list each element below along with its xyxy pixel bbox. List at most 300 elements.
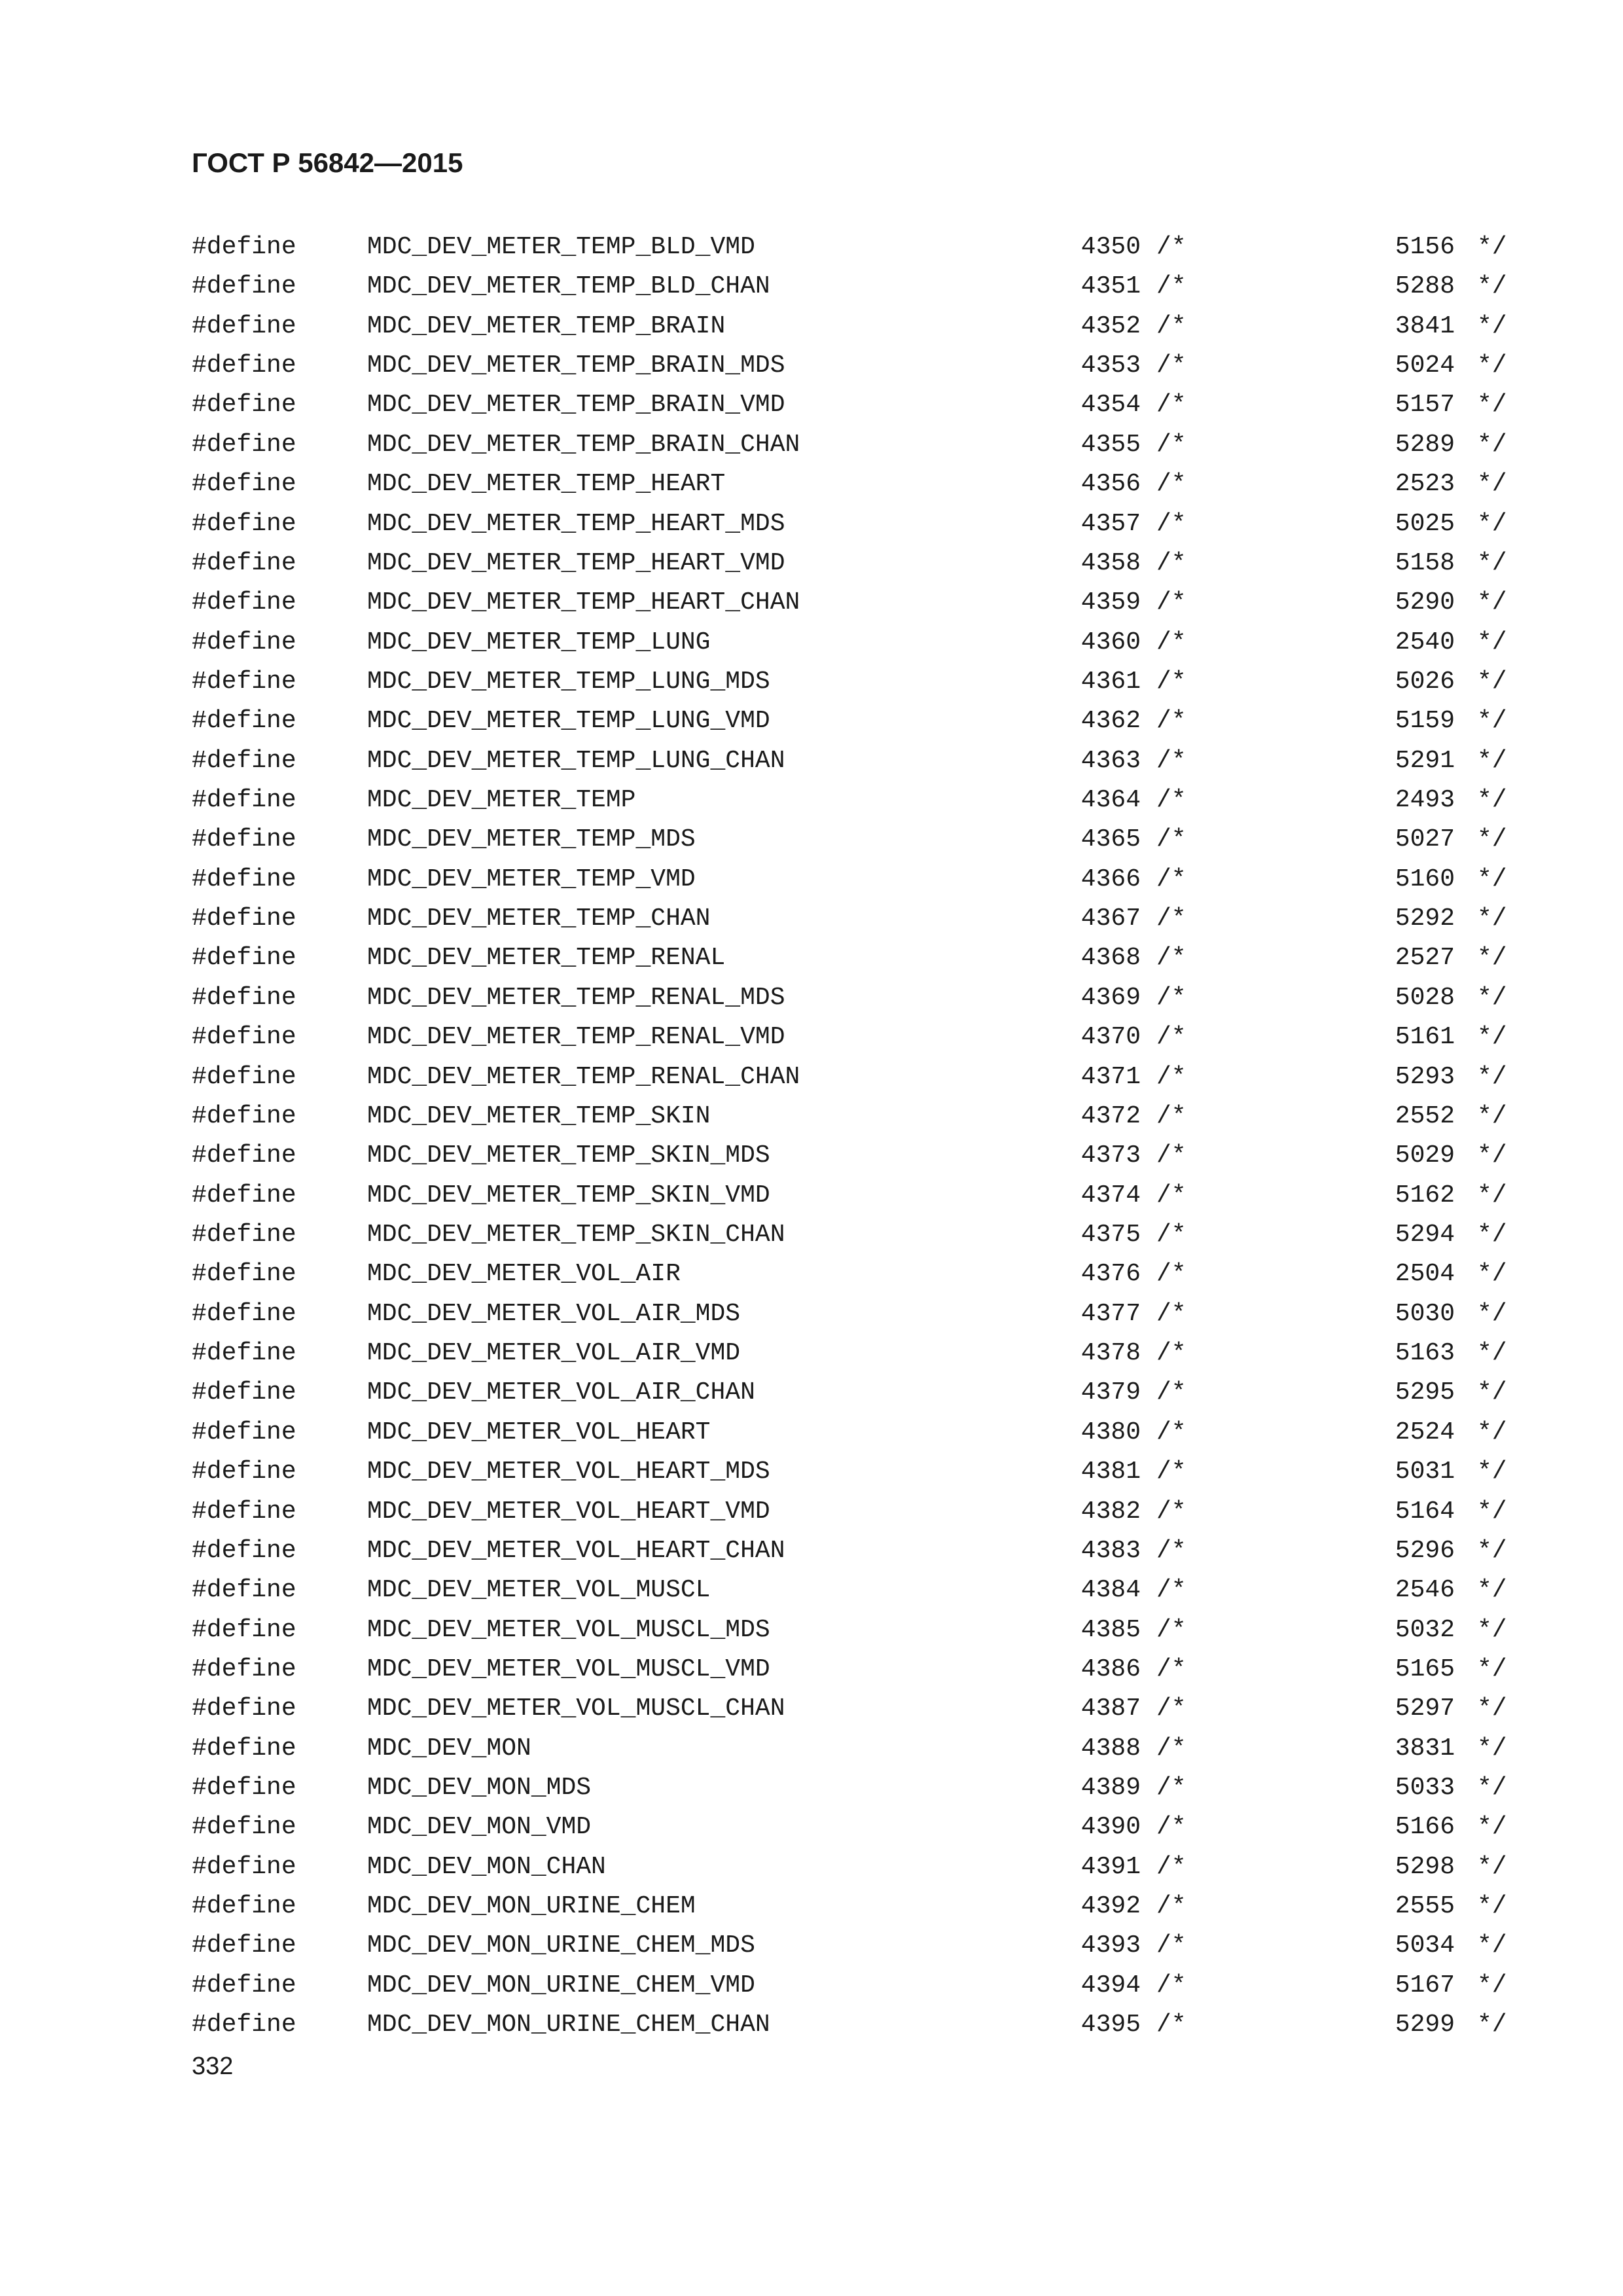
define-row	[192, 1413, 1514, 1452]
comment-close: */	[1477, 470, 1507, 499]
comment-open: /*	[1156, 1141, 1186, 1170]
define-row	[192, 1689, 1514, 1729]
constant-code: 4354	[1080, 391, 1141, 420]
constant-name: MDC_DEV_METER_TEMP_LUNG_MDS	[367, 667, 770, 696]
comment-close: */	[1477, 1852, 1507, 1881]
comment-close: */	[1477, 1497, 1507, 1526]
comment-open: /*	[1156, 1931, 1186, 1960]
comment-close: */	[1477, 1260, 1507, 1289]
comment-close: */	[1477, 1892, 1507, 1921]
comment-open: /*	[1156, 1378, 1186, 1407]
comment-reference: 2527	[1395, 944, 1455, 973]
define-keyword: #define	[192, 1734, 296, 1763]
comment-open: /*	[1156, 786, 1186, 815]
constant-name: MDC_DEV_METER_VOL_HEART	[367, 1418, 711, 1446]
constant-name: MDC_DEV_METER_VOL_HEART_VMD	[367, 1497, 770, 1526]
define-row	[192, 1768, 1514, 1808]
comment-open: /*	[1156, 825, 1186, 854]
define-keyword: #define	[192, 786, 296, 815]
define-keyword: #define	[192, 351, 296, 380]
comment-reference: 5294	[1395, 1220, 1455, 1249]
comment-open: /*	[1156, 1023, 1186, 1052]
comment-open: /*	[1156, 944, 1186, 973]
define-row	[192, 1492, 1514, 1532]
define-keyword: #define	[192, 1220, 296, 1249]
comment-reference: 5295	[1395, 1378, 1455, 1407]
define-keyword: #define	[192, 272, 296, 301]
define-keyword: #define	[192, 1892, 296, 1921]
comment-reference: 5297	[1395, 1695, 1455, 1723]
constant-code: 4365	[1080, 825, 1141, 854]
define-row	[192, 1058, 1514, 1097]
constant-code: 4373	[1080, 1141, 1141, 1170]
comment-open: /*	[1156, 1615, 1186, 1644]
comment-reference: 5158	[1395, 548, 1455, 577]
comment-open: /*	[1156, 1497, 1186, 1526]
constant-name: MDC_DEV_METER_VOL_AIR	[367, 1260, 681, 1289]
define-keyword: #define	[192, 233, 296, 261]
define-row	[192, 386, 1514, 425]
define-row	[192, 939, 1514, 978]
define-row	[192, 544, 1514, 583]
comment-reference: 5292	[1395, 905, 1455, 933]
define-keyword: #define	[192, 865, 296, 893]
constant-code: 4372	[1080, 1102, 1141, 1130]
define-row	[192, 1136, 1514, 1175]
comment-open: /*	[1156, 430, 1186, 459]
define-row	[192, 1887, 1514, 1926]
comment-reference: 5159	[1395, 707, 1455, 736]
constant-name: MDC_DEV_METER_TEMP_RENAL_CHAN	[367, 1062, 800, 1091]
constant-name: MDC_DEV_METER_TEMP_BRAIN_MDS	[367, 351, 785, 380]
define-row	[192, 267, 1514, 306]
define-keyword: #define	[192, 588, 296, 617]
define-row	[192, 1373, 1514, 1412]
page-number: 332	[192, 2053, 234, 2080]
constant-name: MDC_DEV_METER_VOL_AIR_MDS	[367, 1299, 741, 1328]
define-keyword: #define	[192, 1062, 296, 1091]
comment-open: /*	[1156, 1458, 1186, 1486]
comment-reference: 5293	[1395, 1062, 1455, 1091]
define-keyword: #define	[192, 2011, 296, 2039]
constant-name: MDC_DEV_METER_TEMP_BLD_VMD	[367, 233, 755, 261]
comment-open: /*	[1156, 548, 1186, 577]
constant-name: MDC_DEV_METER_TEMP_HEART_MDS	[367, 509, 785, 538]
comment-open: /*	[1156, 272, 1186, 301]
define-row	[192, 1808, 1514, 1847]
constant-code: 4375	[1080, 1220, 1141, 1249]
comment-close: */	[1477, 746, 1507, 775]
comment-reference: 5288	[1395, 272, 1455, 301]
comment-open: /*	[1156, 2011, 1186, 2039]
comment-open: /*	[1156, 628, 1186, 656]
comment-reference: 5299	[1395, 2011, 1455, 2039]
comment-reference: 3831	[1395, 1734, 1455, 1763]
define-row	[192, 1729, 1514, 1768]
constant-code: 4359	[1080, 588, 1141, 617]
define-row	[192, 1848, 1514, 1887]
comment-close: */	[1477, 1141, 1507, 1170]
comment-open: /*	[1156, 707, 1186, 736]
constant-code: 4360	[1080, 628, 1141, 656]
define-row	[192, 1571, 1514, 1610]
comment-close: */	[1477, 312, 1507, 340]
constant-name: MDC_DEV_METER_TEMP_RENAL	[367, 944, 726, 973]
comment-close: */	[1477, 786, 1507, 815]
constant-code: 4385	[1080, 1615, 1141, 1644]
define-row	[192, 228, 1514, 267]
comment-reference: 5160	[1395, 865, 1455, 893]
constant-code: 4386	[1080, 1655, 1141, 1683]
constant-name: MDC_DEV_MON	[367, 1734, 531, 1763]
comment-open: /*	[1156, 470, 1186, 499]
comment-reference: 5034	[1395, 1931, 1455, 1960]
document-header: ГОСТ Р 56842—2015	[192, 147, 463, 178]
comment-reference: 5031	[1395, 1458, 1455, 1486]
define-row	[192, 307, 1514, 346]
constant-name: MDC_DEV_METER_TEMP_HEART	[367, 470, 726, 499]
constant-code: 4380	[1080, 1418, 1141, 1446]
constant-code: 4356	[1080, 470, 1141, 499]
define-keyword: #define	[192, 391, 296, 420]
comment-reference: 2546	[1395, 1576, 1455, 1605]
define-row	[192, 583, 1514, 622]
constant-name: MDC_DEV_METER_TEMP_BRAIN	[367, 312, 726, 340]
comment-reference: 5026	[1395, 667, 1455, 696]
constant-name: MDC_DEV_METER_TEMP_VMD	[367, 865, 696, 893]
define-row	[192, 978, 1514, 1018]
comment-close: */	[1477, 391, 1507, 420]
constant-name: MDC_DEV_METER_TEMP_CHAN	[367, 905, 711, 933]
comment-close: */	[1477, 1774, 1507, 1803]
constant-code: 4353	[1080, 351, 1141, 380]
comment-close: */	[1477, 272, 1507, 301]
define-row	[192, 1295, 1514, 1334]
comment-close: */	[1477, 548, 1507, 577]
comment-open: /*	[1156, 1260, 1186, 1289]
define-keyword: #define	[192, 1299, 296, 1328]
define-row	[192, 662, 1514, 702]
comment-close: */	[1477, 233, 1507, 261]
comment-reference: 5024	[1395, 351, 1455, 380]
comment-reference: 5029	[1395, 1141, 1455, 1170]
constant-name: MDC_DEV_METER_VOL_HEART_MDS	[367, 1458, 770, 1486]
constant-code: 4388	[1080, 1734, 1141, 1763]
define-keyword: #define	[192, 470, 296, 499]
comment-open: /*	[1156, 391, 1186, 420]
define-keyword: #define	[192, 509, 296, 538]
comment-reference: 5166	[1395, 1813, 1455, 1842]
define-keyword: #define	[192, 1655, 296, 1683]
constant-name: MDC_DEV_METER_TEMP_MDS	[367, 825, 696, 854]
define-row	[192, 1452, 1514, 1492]
comment-close: */	[1477, 983, 1507, 1012]
define-keyword: #define	[192, 1458, 296, 1486]
constant-name: MDC_DEV_MON_URINE_CHEM_MDS	[367, 1931, 755, 1960]
define-row	[192, 1334, 1514, 1373]
comment-reference: 2523	[1395, 470, 1455, 499]
constant-code: 4379	[1080, 1378, 1141, 1407]
constant-name: MDC_DEV_METER_VOL_HEART_CHAN	[367, 1536, 785, 1565]
define-row	[192, 465, 1514, 504]
define-keyword: #define	[192, 430, 296, 459]
comment-close: */	[1477, 1299, 1507, 1328]
constant-name: MDC_DEV_METER_TEMP_LUNG	[367, 628, 711, 656]
comment-close: */	[1477, 1181, 1507, 1210]
constant-code: 4358	[1080, 548, 1141, 577]
comment-close: */	[1477, 1536, 1507, 1565]
constant-name: MDC_DEV_METER_TEMP_SKIN_VMD	[367, 1181, 770, 1210]
constant-code: 4391	[1080, 1852, 1141, 1881]
define-row	[192, 1176, 1514, 1215]
comment-close: */	[1477, 1655, 1507, 1683]
define-row	[192, 1018, 1514, 1057]
comment-close: */	[1477, 1418, 1507, 1446]
constant-code: 4367	[1080, 905, 1141, 933]
comment-close: */	[1477, 1023, 1507, 1052]
comment-close: */	[1477, 1102, 1507, 1130]
define-keyword: #define	[192, 1181, 296, 1210]
constant-code: 4368	[1080, 944, 1141, 973]
constant-name: MDC_DEV_METER_TEMP_SKIN	[367, 1102, 711, 1130]
comment-open: /*	[1156, 983, 1186, 1012]
define-keyword: #define	[192, 983, 296, 1012]
constant-code: 4374	[1080, 1181, 1141, 1210]
comment-reference: 5161	[1395, 1023, 1455, 1052]
comment-open: /*	[1156, 509, 1186, 538]
comment-open: /*	[1156, 1971, 1186, 2000]
constant-name: MDC_DEV_MON_CHAN	[367, 1852, 606, 1881]
constant-code: 4384	[1080, 1576, 1141, 1605]
comment-reference: 5162	[1395, 1181, 1455, 1210]
constant-code: 4366	[1080, 865, 1141, 893]
comment-open: /*	[1156, 588, 1186, 617]
define-row	[192, 1097, 1514, 1136]
constant-name: MDC_DEV_METER_TEMP_RENAL_MDS	[367, 983, 785, 1012]
comment-reference: 2540	[1395, 628, 1455, 656]
constant-name: MDC_DEV_METER_TEMP_LUNG_VMD	[367, 707, 770, 736]
comment-close: */	[1477, 2011, 1507, 2039]
define-row	[192, 1611, 1514, 1650]
comment-open: /*	[1156, 1813, 1186, 1842]
define-keyword: #define	[192, 1931, 296, 1960]
define-keyword: #define	[192, 1774, 296, 1803]
define-keyword: #define	[192, 1418, 296, 1446]
define-row	[192, 1650, 1514, 1689]
comment-reference: 5165	[1395, 1655, 1455, 1683]
define-keyword: #define	[192, 1971, 296, 2000]
constant-code: 4371	[1080, 1062, 1141, 1091]
constant-code: 4383	[1080, 1536, 1141, 1565]
constant-name: MDC_DEV_METER_VOL_MUSCL_VMD	[367, 1655, 770, 1683]
constant-code: 4389	[1080, 1774, 1141, 1803]
comment-open: /*	[1156, 1181, 1186, 1210]
comment-reference: 2493	[1395, 786, 1455, 815]
constant-name: MDC_DEV_METER_VOL_MUSCL	[367, 1576, 711, 1605]
constant-name: MDC_DEV_METER_VOL_MUSCL_CHAN	[367, 1695, 785, 1723]
constant-code: 4392	[1080, 1892, 1141, 1921]
comment-open: /*	[1156, 865, 1186, 893]
constant-name: MDC_DEV_MON_MDS	[367, 1774, 592, 1803]
comment-close: */	[1477, 1695, 1507, 1723]
comment-close: */	[1477, 1576, 1507, 1605]
constant-code: 4390	[1080, 1813, 1141, 1842]
comment-close: */	[1477, 1220, 1507, 1249]
comment-reference: 5164	[1395, 1497, 1455, 1526]
constant-name: MDC_DEV_METER_TEMP_LUNG_CHAN	[367, 746, 785, 775]
comment-close: */	[1477, 1378, 1507, 1407]
comment-close: */	[1477, 588, 1507, 617]
define-keyword: #define	[192, 1378, 296, 1407]
constant-name: MDC_DEV_MON_URINE_CHEM_VMD	[367, 1971, 755, 2000]
comment-reference: 5156	[1395, 233, 1455, 261]
define-row	[192, 505, 1514, 544]
constant-name: MDC_DEV_METER_TEMP_HEART_CHAN	[367, 588, 800, 617]
constant-code: 4350	[1080, 233, 1141, 261]
comment-close: */	[1477, 1971, 1507, 2000]
define-row	[192, 1532, 1514, 1571]
comment-reference: 3841	[1395, 312, 1455, 340]
define-row	[192, 1255, 1514, 1294]
comment-open: /*	[1156, 1220, 1186, 1249]
comment-open: /*	[1156, 905, 1186, 933]
comment-open: /*	[1156, 1734, 1186, 1763]
comment-close: */	[1477, 1458, 1507, 1486]
constant-name: MDC_DEV_METER_TEMP_BLD_CHAN	[367, 272, 770, 301]
constant-code: 4395	[1080, 2011, 1141, 2039]
comment-open: /*	[1156, 1299, 1186, 1328]
define-row	[192, 623, 1514, 662]
comment-open: /*	[1156, 1062, 1186, 1091]
constant-code: 4364	[1080, 786, 1141, 815]
comment-close: */	[1477, 628, 1507, 656]
comment-open: /*	[1156, 1536, 1186, 1565]
constant-name: MDC_DEV_METER_TEMP	[367, 786, 636, 815]
define-keyword: #define	[192, 1339, 296, 1368]
constant-name: MDC_DEV_METER_TEMP_SKIN_MDS	[367, 1141, 770, 1170]
define-row	[192, 1215, 1514, 1255]
constant-name: MDC_DEV_METER_TEMP_RENAL_VMD	[367, 1023, 785, 1052]
define-keyword: #define	[192, 1023, 296, 1052]
comment-open: /*	[1156, 1418, 1186, 1446]
constant-code: 4351	[1080, 272, 1141, 301]
constant-code: 4362	[1080, 707, 1141, 736]
define-keyword: #define	[192, 548, 296, 577]
define-keyword: #define	[192, 746, 296, 775]
define-keyword: #define	[192, 1615, 296, 1644]
constant-code: 4394	[1080, 1971, 1141, 2000]
define-row	[192, 2005, 1514, 2045]
constant-name: MDC_DEV_MON_URINE_CHEM_CHAN	[367, 2011, 770, 2039]
constant-name: MDC_DEV_METER_TEMP_HEART_VMD	[367, 548, 785, 577]
comment-open: /*	[1156, 351, 1186, 380]
comment-reference: 5027	[1395, 825, 1455, 854]
define-list	[192, 228, 1514, 2045]
define-keyword: #define	[192, 1852, 296, 1881]
comment-reference: 2524	[1395, 1418, 1455, 1446]
comment-close: */	[1477, 865, 1507, 893]
define-keyword: #define	[192, 1141, 296, 1170]
constant-code: 4361	[1080, 667, 1141, 696]
comment-reference: 5163	[1395, 1339, 1455, 1368]
comment-open: /*	[1156, 1576, 1186, 1605]
comment-reference: 5028	[1395, 983, 1455, 1012]
define-keyword: #define	[192, 667, 296, 696]
comment-open: /*	[1156, 1655, 1186, 1683]
comment-close: */	[1477, 905, 1507, 933]
comment-close: */	[1477, 509, 1507, 538]
comment-reference: 2504	[1395, 1260, 1455, 1289]
define-row	[192, 346, 1514, 386]
constant-code: 4355	[1080, 430, 1141, 459]
define-keyword: #define	[192, 825, 296, 854]
define-keyword: #define	[192, 1576, 296, 1605]
constant-name: MDC_DEV_METER_VOL_AIR_VMD	[367, 1339, 741, 1368]
constant-name: MDC_DEV_MON_URINE_CHEM	[367, 1892, 696, 1921]
constant-code: 4381	[1080, 1458, 1141, 1486]
comment-reference: 5025	[1395, 509, 1455, 538]
constant-name: MDC_DEV_METER_VOL_AIR_CHAN	[367, 1378, 755, 1407]
constant-name: MDC_DEV_MON_VMD	[367, 1813, 592, 1842]
define-keyword: #define	[192, 312, 296, 340]
comment-open: /*	[1156, 312, 1186, 340]
comment-close: */	[1477, 944, 1507, 973]
define-keyword: #define	[192, 707, 296, 736]
constant-code: 4382	[1080, 1497, 1141, 1526]
comment-open: /*	[1156, 1102, 1186, 1130]
define-row	[192, 1926, 1514, 1965]
comment-open: /*	[1156, 746, 1186, 775]
define-keyword: #define	[192, 905, 296, 933]
constant-code: 4369	[1080, 983, 1141, 1012]
constant-name: MDC_DEV_METER_TEMP_BRAIN_VMD	[367, 391, 785, 420]
comment-open: /*	[1156, 1774, 1186, 1803]
comment-close: */	[1477, 430, 1507, 459]
constant-code: 4377	[1080, 1299, 1141, 1328]
comment-close: */	[1477, 351, 1507, 380]
comment-open: /*	[1156, 1852, 1186, 1881]
define-keyword: #define	[192, 1536, 296, 1565]
constant-code: 4378	[1080, 1339, 1141, 1368]
comment-reference: 5289	[1395, 430, 1455, 459]
comment-reference: 5291	[1395, 746, 1455, 775]
define-row	[192, 860, 1514, 899]
comment-close: */	[1477, 1931, 1507, 1960]
comment-reference: 5033	[1395, 1774, 1455, 1803]
define-keyword: #define	[192, 1102, 296, 1130]
define-keyword: #define	[192, 944, 296, 973]
comment-open: /*	[1156, 1695, 1186, 1723]
comment-reference: 2552	[1395, 1102, 1455, 1130]
comment-reference: 5157	[1395, 391, 1455, 420]
constant-code: 4387	[1080, 1695, 1141, 1723]
constant-name: MDC_DEV_METER_VOL_MUSCL_MDS	[367, 1615, 770, 1644]
constant-name: MDC_DEV_METER_TEMP_SKIN_CHAN	[367, 1220, 785, 1249]
constant-code: 4357	[1080, 509, 1141, 538]
define-keyword: #define	[192, 1813, 296, 1842]
define-row	[192, 742, 1514, 781]
comment-close: */	[1477, 1062, 1507, 1091]
define-row	[192, 425, 1514, 465]
comment-close: */	[1477, 1734, 1507, 1763]
comment-close: */	[1477, 1615, 1507, 1644]
constant-code: 4376	[1080, 1260, 1141, 1289]
comment-close: */	[1477, 825, 1507, 854]
define-keyword: #define	[192, 1260, 296, 1289]
comment-open: /*	[1156, 233, 1186, 261]
comment-reference: 5296	[1395, 1536, 1455, 1565]
comment-open: /*	[1156, 667, 1186, 696]
